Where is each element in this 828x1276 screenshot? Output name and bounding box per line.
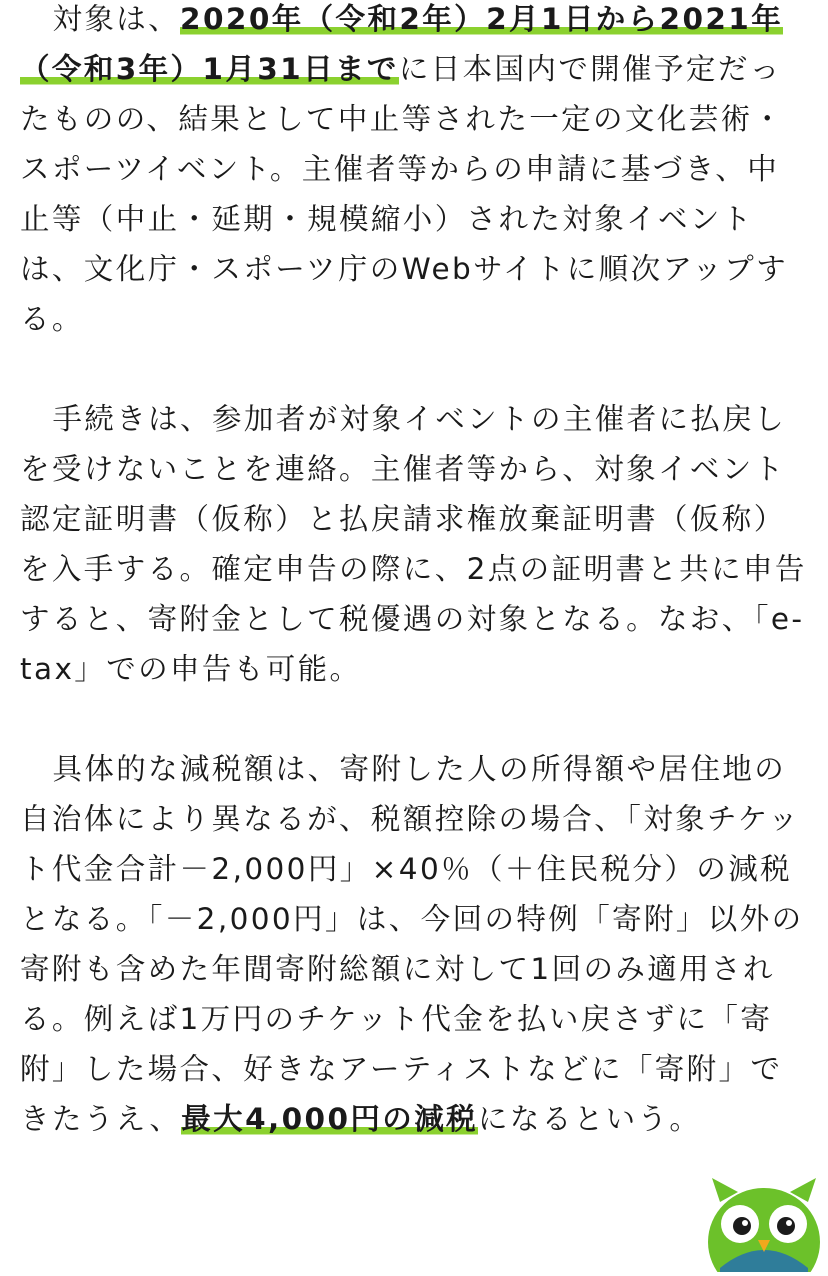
text-run: 具体的な減税額は、寄附した人の所得額や居住地の自治体により異なるが、税額控除の場合、「対象チケット代金合計－2,000円」×40％（＋住民税分）の減税となる。「－2,000円」は、今回の特例「寄附」以外の寄附も含めた年間寄附総額に対して1回のみ適用される。例えば1万円のチケット代金を払い戻さずに「寄附」した場合、好きなアーティストなどに「寄附」できたうえ、	[20, 752, 804, 1136]
article-body	[20, 0, 810, 1144]
text-run: 対象は、	[52, 2, 181, 36]
paragraph-eligibility	[20, 0, 810, 344]
paragraph-procedure	[20, 394, 810, 694]
owl-mascot-icon[interactable]	[700, 1172, 828, 1272]
text-run: になるという。	[478, 1102, 702, 1136]
paragraph-tax-reduction	[20, 744, 810, 1144]
highlight-period: 2020年（令和2年）2月1日から2021年（令和3年）1月31日まで	[20, 2, 784, 86]
text-run: 手続きは、参加者が対象イベントの主催者に払戻しを受けないことを連絡。主催者等から、対象イベント認定証明書（仮称）と払戻請求権放棄証明書（仮称）を入手する。確定申告の際に、2点の証明書と共に申告すると、寄附金として税優遇の対象となる。なお、「e-tax」での申告も可能。	[20, 402, 807, 686]
text-run: に日本国内で開催予定だったものの、結果として中止等された一定の文化芸術・スポーツイベント。主催者等からの申請に基づき、中止等（中止・延期・規模縮小）された対象イベントは、文化庁・スポーツ庁のWebサイトに順次アップする。	[20, 52, 789, 336]
highlight-max-reduction: 最大4,000円の減税	[181, 1102, 478, 1136]
